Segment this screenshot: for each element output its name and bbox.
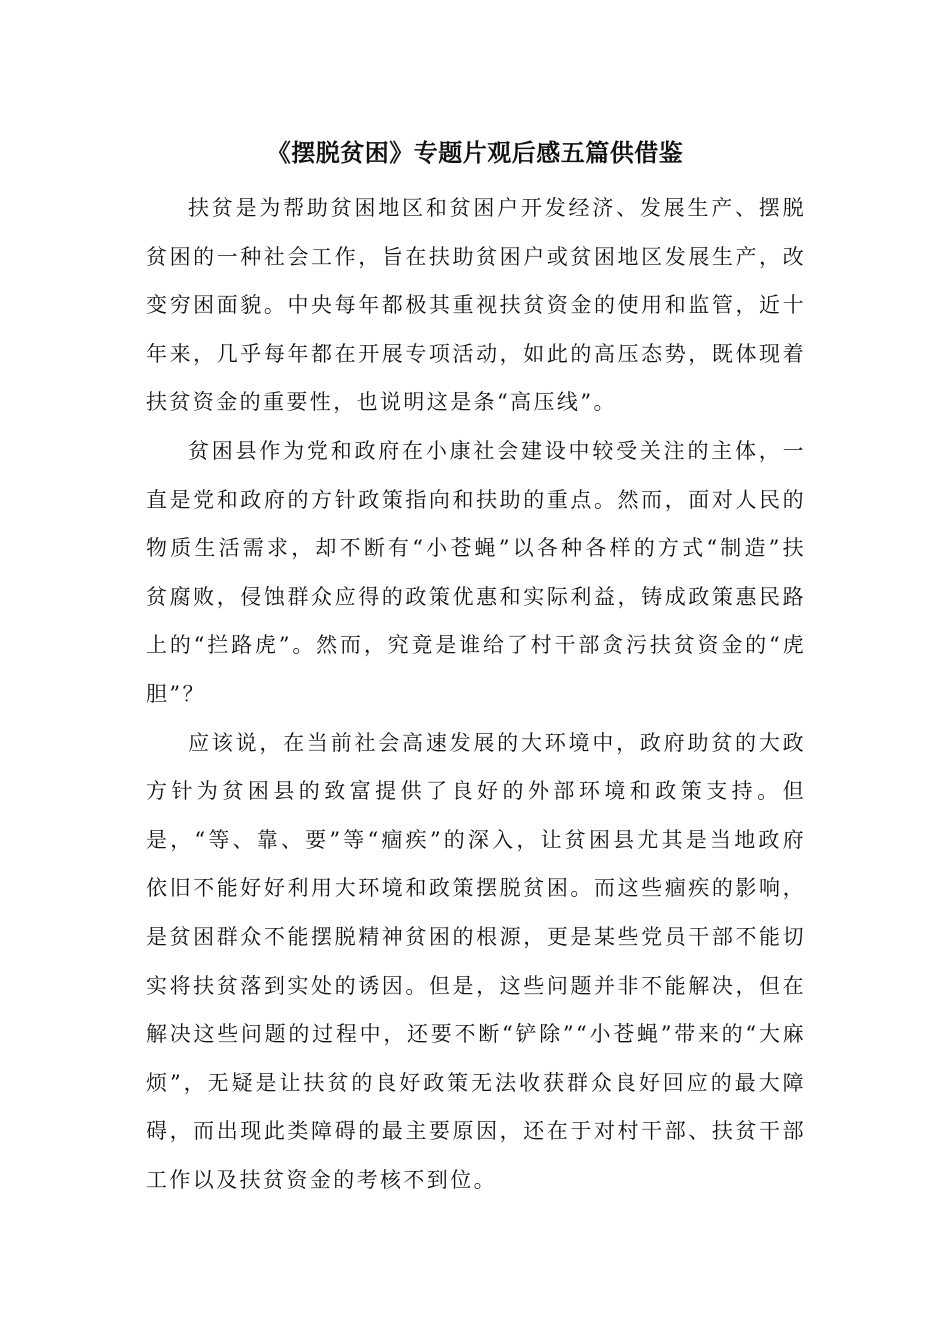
paragraph-3: 应该说，在当前社会高速发展的大环境中，政府助贫的大政方针为贫困县的致富提供了良好的外部环境和政策支持。但是，“等、靠、要”等“痼疾”的深入，让贫困县尤其是当地政府依旧不能好好利用大环境和政策摆脱贫困。而这些痼疾的影响，是贫困群众不能摆脱精神贫困的根源，更是某些党员干部不能切实将扶贫落到实处的诱因。但是，这些问题并非不能解决，但在解决这些问题的过程中，还要不断“铲除”“小苍蝇”带来的“大麻烦”，无疑是让扶贫的良好政策无法收获群众良好回应的最大障碍，而出现此类障碍的最主要原因，还在于对村干部、扶贫干部工作以及扶贫资金的考核不到位。 [146, 730, 806, 1192]
document-title: 《摆脱贫困》专题片观后感五篇供借鉴 [266, 138, 684, 167]
paragraph-1: 扶贫是为帮助贫困地区和贫困户开发经济、发展生产、摆脱贫困的一种社会工作，旨在扶助贫困户或贫困地区发展生产，改变穷困面貌。中央每年都极其重视扶贫资金的使用和监管，近十年来，几乎每年都在开展专项活动，如此的高压态势，既体现着扶贫资金的重要性，也说明这是条“高压线”。 [146, 196, 806, 415]
paragraph-2: 贫困县作为党和政府在小康社会建设中较受关注的主体，一直是党和政府的方针政策指向和扶助的重点。然而，面对人民的物质生活需求，却不断有“小苍蝇”以各种各样的方式“制造”扶贫腐败，侵蚀群众应得的政策优惠和实际利益，铸成政策惠民路上的“拦路虎”。然而，究竟是谁给了村干部贪污扶贫资金的“虎胆”？ [146, 438, 806, 706]
document-body [146, 184, 806, 1204]
